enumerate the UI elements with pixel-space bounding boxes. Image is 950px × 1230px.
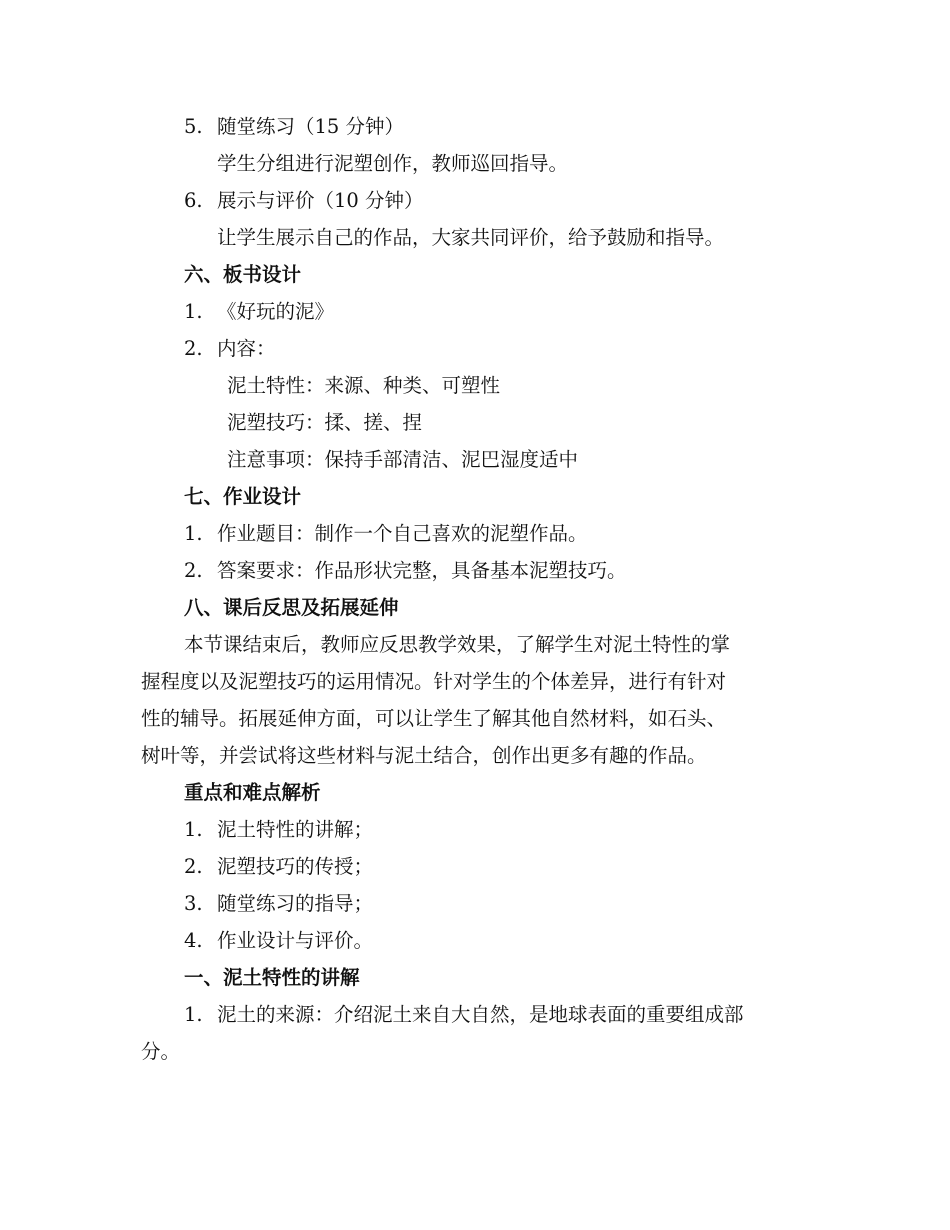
list-item-6 bbox=[184, 188, 424, 214]
list-item-text: 《好玩的泥》 bbox=[217, 300, 335, 323]
list-item bbox=[184, 299, 334, 325]
list-item bbox=[184, 1002, 744, 1028]
content-line: 泥塑技巧：揉、搓、捏 bbox=[227, 411, 423, 434]
list-item bbox=[184, 336, 276, 362]
list-item bbox=[184, 817, 373, 843]
list-number: 6. bbox=[184, 189, 203, 212]
list-item-text: 随堂练习的指导； bbox=[217, 892, 374, 915]
paragraph-line: 分。 bbox=[141, 1040, 181, 1063]
paragraph-line: 学生分组进行泥塑创作，教师巡回指导。 bbox=[217, 152, 569, 175]
section-heading: 一、泥土特性的讲解 bbox=[184, 966, 360, 989]
section-heading: 七、作业设计 bbox=[184, 485, 302, 508]
list-item-5 bbox=[184, 114, 404, 140]
section-heading: 六、板书设计 bbox=[184, 263, 302, 286]
section-heading: 重点和难点解析 bbox=[184, 781, 321, 804]
list-item-text: 泥土特性的讲解； bbox=[217, 818, 374, 841]
list-number: 2. bbox=[184, 559, 203, 582]
list-number: 1. bbox=[184, 300, 203, 323]
list-item bbox=[184, 891, 373, 917]
list-number: 4. bbox=[184, 929, 203, 952]
list-number: 1. bbox=[184, 522, 203, 545]
list-number: 1. bbox=[184, 818, 203, 841]
paragraph-line: 握程度以及泥塑技巧的运用情况。针对学生的个体差异，进行有针对 bbox=[141, 670, 727, 693]
list-item bbox=[184, 558, 627, 584]
list-item bbox=[184, 521, 588, 547]
list-item-text: 随堂练习（15 分钟） bbox=[217, 115, 405, 138]
paragraph-line: 让学生展示自己的作品，大家共同评价，给予鼓励和指导。 bbox=[217, 226, 725, 249]
list-item-text: 展示与评价（10 分钟） bbox=[217, 189, 424, 212]
list-item-text: 内容： bbox=[217, 337, 276, 360]
list-item bbox=[184, 854, 373, 880]
list-item-text: 作业设计与评价。 bbox=[217, 929, 374, 952]
list-number: 1. bbox=[184, 1003, 203, 1026]
content-line: 注意事项：保持手部清洁、泥巴湿度适中 bbox=[227, 448, 579, 471]
content-line: 泥土特性：来源、种类、可塑性 bbox=[227, 374, 501, 397]
list-item bbox=[184, 928, 373, 954]
paragraph-line: 性的辅导。拓展延伸方面，可以让学生了解其他自然材料，如石头、 bbox=[141, 707, 727, 730]
list-number: 2. bbox=[184, 337, 203, 360]
list-number: 3. bbox=[184, 892, 203, 915]
paragraph-line: 本节课结束后，教师应反思教学效果，了解学生对泥土特性的掌 bbox=[184, 633, 731, 656]
list-number: 2. bbox=[184, 855, 203, 878]
list-item-text: 泥塑技巧的传授； bbox=[217, 855, 374, 878]
list-item-text: 答案要求：作品形状完整，具备基本泥塑技巧。 bbox=[217, 559, 627, 582]
list-item-text: 泥土的来源：介绍泥土来自大自然，是地球表面的重要组成部 bbox=[217, 1003, 744, 1026]
section-heading: 八、课后反思及拓展延伸 bbox=[184, 596, 399, 619]
paragraph-line: 树叶等，并尝试将这些材料与泥土结合，创作出更多有趣的作品。 bbox=[141, 744, 707, 767]
list-number: 5. bbox=[184, 115, 203, 138]
list-item-text: 作业题目：制作一个自己喜欢的泥塑作品。 bbox=[217, 522, 588, 545]
